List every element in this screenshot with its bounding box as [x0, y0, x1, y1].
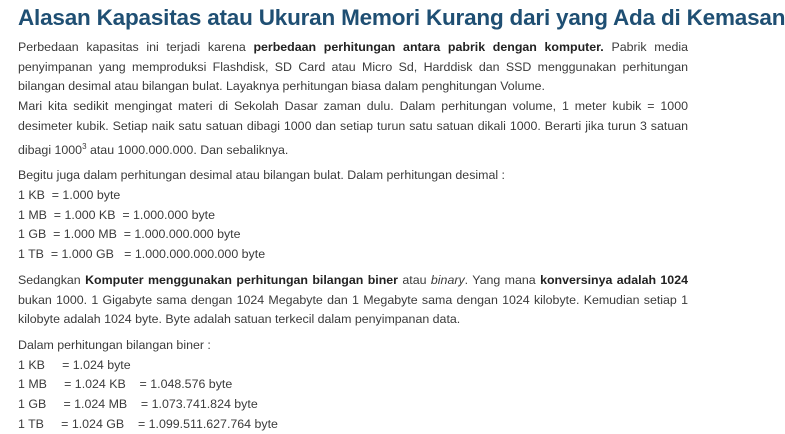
text: Sedangkan	[18, 272, 86, 287]
paragraph-capacity-difference	[18, 38, 688, 97]
decimal-intro: Begitu juga dalam perhitungan desimal atau bilangan bulat. Dalam perhitungan desimal :	[18, 168, 505, 183]
text: Perbedaan kapasitas ini terjadi karena	[18, 40, 254, 54]
text: bukan 1000. 1 Gigabyte sama dengan 1024 Megabyte dan 1 Megabyte sama dengan 1024 kilobyte. Kemudian setiap 1 kilobyte adalah 1024 byte. Byte adalah satuan terkecil dalam penyimpanan data.	[18, 292, 688, 327]
decimal-line-mb: 1 MB = 1.000 KB = 1.000.000 byte	[18, 207, 216, 222]
superscript: 3	[82, 141, 87, 151]
binary-line-mb: 1 MB = 1.024 KB = 1.048.576 byte	[18, 377, 233, 392]
binary-line-tb: 1 TB = 1.024 GB = 1.099.511.627.764 byte	[18, 416, 278, 431]
binary-line-kb: 1 KB = 1.024 byte	[18, 357, 131, 372]
decimal-line-tb: 1 TB = 1.000 GB = 1.000.000.000.000 byte	[18, 247, 266, 262]
paragraph-binary-computer	[18, 271, 688, 330]
italic-text: binary	[430, 272, 465, 287]
binary-line-gb: 1 GB = 1.024 MB = 1.073.741.824 byte	[18, 397, 258, 412]
text: Mari kita sedikit mengingat materi di Sekolah Dasar zaman dulu. Dalam perhitungan volume, 1 meter kubik = 1000 desimeter kubik. Setiap naik satu satuan dibagi 1000 dan setiap turun satu satuan dikali 1000. Berarti jika turun 3 satuan dibagi 1000	[18, 99, 688, 157]
decimal-line-gb: 1 GB = 1.000 MB = 1.000.000.000 byte	[18, 227, 241, 242]
article-title: Alasan Kapasitas atau Ukuran Memori Kurang dari yang Ada di Kemasan	[18, 5, 785, 30]
text: atau 1000.000.000. Dan sebaliknya.	[86, 142, 289, 157]
bold-text: Komputer menggunakan perhitungan bilangan biner	[85, 272, 398, 287]
text: . Yang mana	[464, 272, 541, 287]
binary-intro: Dalam perhitungan bilangan biner :	[18, 337, 211, 352]
text: Pabrik media penyimpanan yang memproduksi Flashdisk, SD Card atau Micro Sd, Harddisk dan SSD menggunakan perhitungan bilangan desimal atau bilangan bulat. Layaknya perhitungan biasa dalam penghitungan Volume.	[18, 40, 689, 94]
decimal-line-kb: 1 KB = 1.000 byte	[18, 188, 121, 203]
bold-text: konversinya adalah 1024	[540, 272, 688, 287]
paragraph-volume-analogy	[18, 97, 688, 160]
text: atau	[398, 272, 431, 287]
bold-text: perbedaan perhitungan antara pabrik dengan komputer.	[253, 40, 604, 54]
